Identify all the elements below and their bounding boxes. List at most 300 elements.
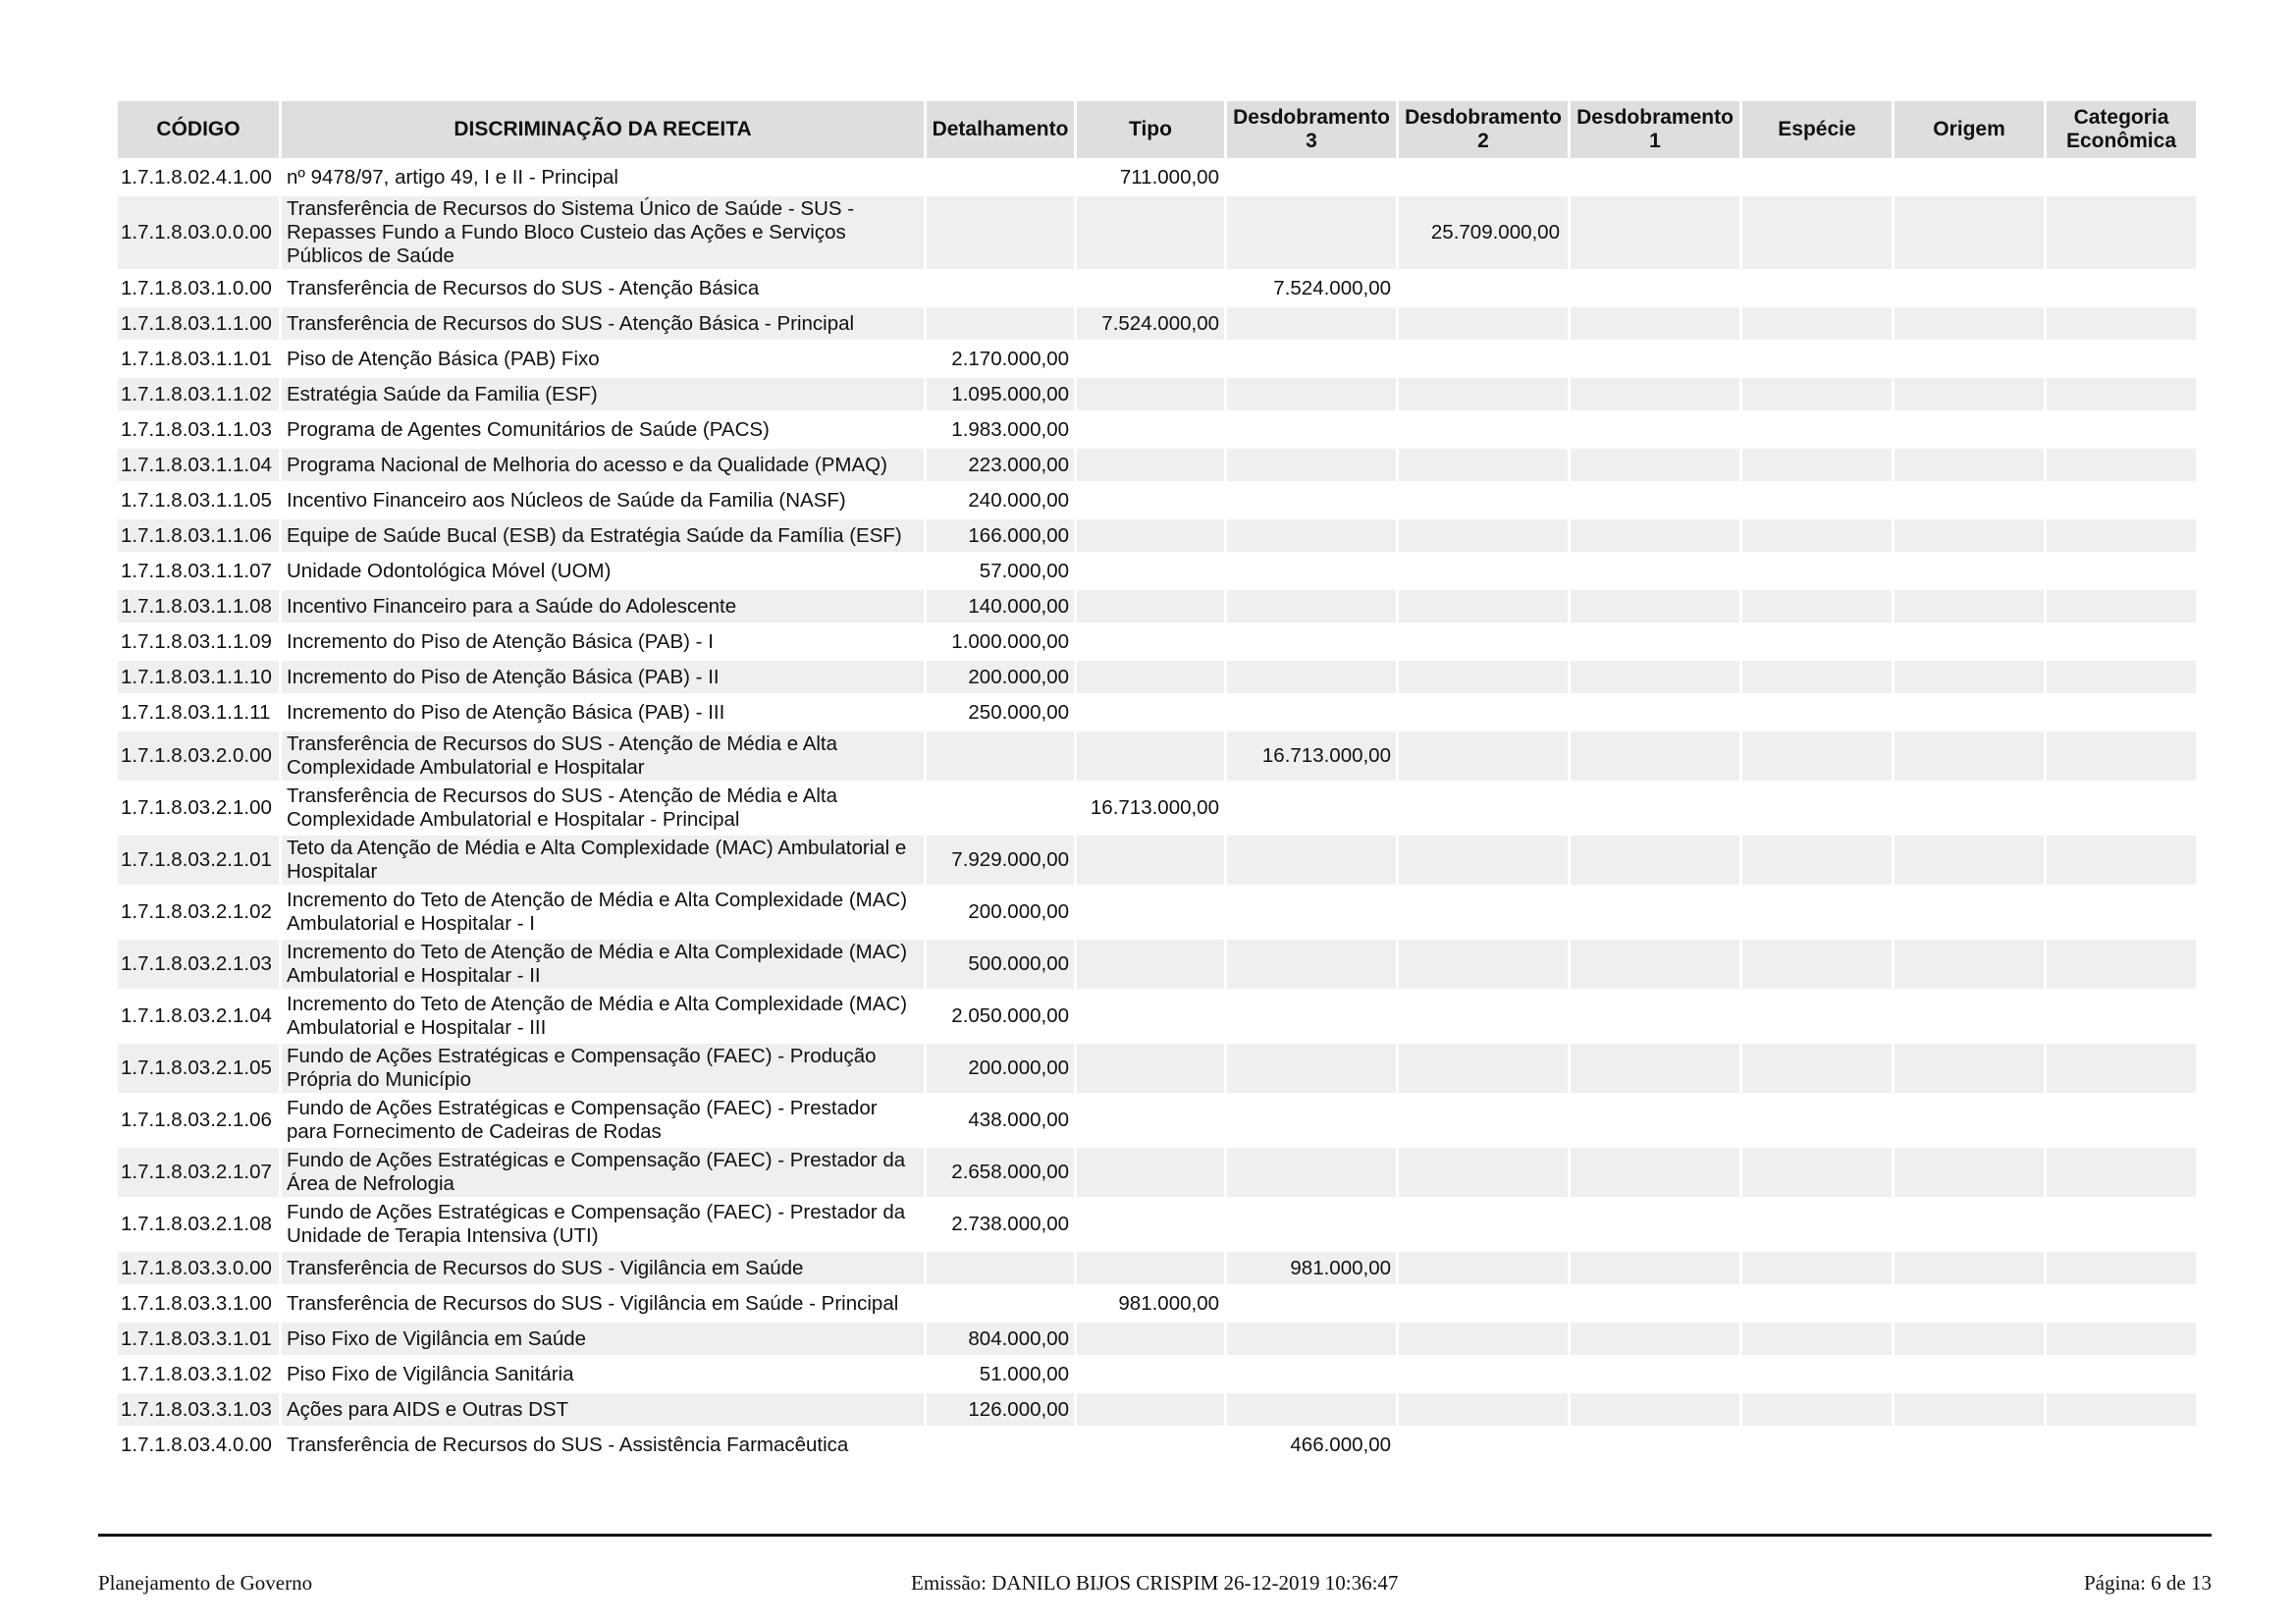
footer-divider [98,1534,2212,1537]
cell-codigo: 1.7.1.8.03.0.0.00 [118,196,279,269]
cell-desdobramento-2 [1399,992,1568,1041]
cell-origem [1895,449,2044,481]
cell-desdobramento-3 [1227,836,1396,885]
cell-origem [1895,940,2044,989]
table-row [118,196,2196,269]
cell-desdobramento-3 [1227,484,1396,516]
cell-desdobramento-1 [1571,449,1739,481]
cell-origem [1895,378,2044,410]
table-row [118,940,2196,989]
cell-tipo [1077,836,1224,885]
cell-discriminacao: Programa Nacional de Melhoria do acesso e da Qualidade (PMAQ) [282,449,924,481]
cell-codigo: 1.7.1.8.03.2.1.01 [118,836,279,885]
cell-tipo [1077,1358,1224,1390]
cell-discriminacao: Transferência de Recursos do Sistema Único de Saúde - SUS - Repasses Fundo a Fundo Bloco Custeio das Ações e Serviços Públicos de Saúde [282,196,924,269]
cell-tipo [1077,1200,1224,1249]
cell-codigo: 1.7.1.8.03.2.1.06 [118,1096,279,1145]
cell-tipo [1077,992,1224,1041]
cell-desdobramento-1 [1571,1429,1739,1461]
cell-tipo [1077,1096,1224,1145]
cell-desdobramento-3 [1227,940,1396,989]
cell-detalhamento: 7.929.000,00 [927,836,1074,885]
cell-desdobramento-3 [1227,343,1396,375]
cell-codigo: 1.7.1.8.03.3.1.00 [118,1287,279,1320]
cell-desdobramento-1 [1571,413,1739,446]
cell-tipo [1077,1148,1224,1197]
cell-origem [1895,196,2044,269]
table-row [118,836,2196,885]
cell-codigo: 1.7.1.8.03.1.1.08 [118,590,279,623]
cell-especie [1742,992,1892,1041]
cell-desdobramento-2 [1399,590,1568,623]
cell-origem [1895,784,2044,833]
header-desdobramento-2: Desdobramento 2 [1399,101,1568,158]
cell-discriminacao: Transferência de Recursos do SUS - Vigilância em Saúde [282,1252,924,1284]
cell-especie [1742,1148,1892,1197]
cell-categoria-economica [2047,519,2196,552]
cell-categoria-economica [2047,1358,2196,1390]
cell-detalhamento: 223.000,00 [927,449,1074,481]
cell-origem [1895,1252,2044,1284]
cell-desdobramento-3 [1227,161,1396,193]
cell-tipo [1077,484,1224,516]
cell-desdobramento-3: 466.000,00 [1227,1429,1396,1461]
footer-page-number: Página: 6 de 13 [2083,1571,2212,1595]
cell-desdobramento-3 [1227,378,1396,410]
cell-origem [1895,992,2044,1041]
revenue-table-container [115,98,2193,1464]
cell-categoria-economica [2047,940,2196,989]
cell-categoria-economica [2047,590,2196,623]
cell-codigo: 1.7.1.8.02.4.1.00 [118,161,279,193]
cell-categoria-economica [2047,413,2196,446]
cell-origem [1895,413,2044,446]
cell-especie [1742,590,1892,623]
cell-tipo [1077,378,1224,410]
cell-especie [1742,625,1892,658]
header-desdobramento-1: Desdobramento 1 [1571,101,1739,158]
table-row [118,1096,2196,1145]
cell-desdobramento-1 [1571,661,1739,693]
cell-desdobramento-3 [1227,696,1396,729]
cell-origem [1895,836,2044,885]
cell-detalhamento: 438.000,00 [927,1096,1074,1145]
table-row [118,625,2196,658]
cell-desdobramento-3 [1227,413,1396,446]
cell-origem [1895,307,2044,340]
table-row [118,1252,2196,1284]
cell-discriminacao: Transferência de Recursos do SUS - Atenção de Média e Alta Complexidade Ambulatorial e Hospitalar - Principal [282,784,924,833]
cell-desdobramento-2 [1399,1096,1568,1145]
cell-categoria-economica [2047,1323,2196,1355]
header-codigo: CÓDIGO [118,101,279,158]
cell-detalhamento [927,307,1074,340]
table-row [118,661,2196,693]
cell-discriminacao: Incremento do Teto de Atenção de Média e Alta Complexidade (MAC) Ambulatorial e Hospitalar - II [282,940,924,989]
cell-especie [1742,1096,1892,1145]
cell-discriminacao: Transferência de Recursos do SUS - Atenção Básica - Principal [282,307,924,340]
header-tipo: Tipo [1077,101,1224,158]
cell-desdobramento-2 [1399,449,1568,481]
cell-detalhamento [927,1287,1074,1320]
header-especie: Espécie [1742,101,1892,158]
cell-discriminacao: nº 9478/97, artigo 49, I e II - Principal [282,161,924,193]
cell-detalhamento: 166.000,00 [927,519,1074,552]
cell-tipo: 711.000,00 [1077,161,1224,193]
table-row [118,161,2196,193]
table-row [118,1358,2196,1390]
cell-codigo: 1.7.1.8.03.2.1.07 [118,1148,279,1197]
cell-desdobramento-3 [1227,590,1396,623]
cell-origem [1895,555,2044,587]
cell-detalhamento: 2.050.000,00 [927,992,1074,1041]
cell-desdobramento-2 [1399,888,1568,937]
cell-desdobramento-2 [1399,413,1568,446]
cell-categoria-economica [2047,1393,2196,1426]
cell-origem [1895,888,2044,937]
cell-especie [1742,378,1892,410]
cell-desdobramento-2 [1399,519,1568,552]
cell-desdobramento-1 [1571,590,1739,623]
cell-origem [1895,484,2044,516]
cell-detalhamento: 51.000,00 [927,1358,1074,1390]
cell-desdobramento-3 [1227,519,1396,552]
cell-especie [1742,196,1892,269]
cell-categoria-economica [2047,731,2196,781]
cell-desdobramento-3: 981.000,00 [1227,1252,1396,1284]
cell-desdobramento-3 [1227,888,1396,937]
cell-categoria-economica [2047,196,2196,269]
cell-origem [1895,1044,2044,1093]
table-row [118,413,2196,446]
cell-desdobramento-3 [1227,1323,1396,1355]
cell-tipo [1077,555,1224,587]
cell-desdobramento-2 [1399,1200,1568,1249]
cell-detalhamento [927,1252,1074,1284]
cell-tipo [1077,940,1224,989]
table-row [118,1148,2196,1197]
cell-especie [1742,731,1892,781]
cell-tipo [1077,1252,1224,1284]
cell-tipo [1077,696,1224,729]
cell-detalhamento: 57.000,00 [927,555,1074,587]
cell-especie [1742,940,1892,989]
cell-especie [1742,272,1892,304]
cell-desdobramento-1 [1571,378,1739,410]
cell-discriminacao: Fundo de Ações Estratégicas e Compensação (FAEC) - Prestador da Área de Nefrologia [282,1148,924,1197]
cell-desdobramento-3 [1227,1358,1396,1390]
cell-tipo [1077,1429,1224,1461]
table-row [118,449,2196,481]
cell-tipo [1077,449,1224,481]
cell-discriminacao: Programa de Agentes Comunitários de Saúde (PACS) [282,413,924,446]
cell-desdobramento-3: 7.524.000,00 [1227,272,1396,304]
cell-categoria-economica [2047,1429,2196,1461]
cell-desdobramento-2 [1399,1252,1568,1284]
cell-origem [1895,1148,2044,1197]
cell-codigo: 1.7.1.8.03.1.1.04 [118,449,279,481]
cell-origem [1895,731,2044,781]
cell-discriminacao: Piso Fixo de Vigilância Sanitária [282,1358,924,1390]
cell-tipo: 16.713.000,00 [1077,784,1224,833]
cell-codigo: 1.7.1.8.03.1.1.03 [118,413,279,446]
table-row [118,888,2196,937]
cell-desdobramento-1 [1571,555,1739,587]
table-row [118,519,2196,552]
cell-discriminacao: Unidade Odontológica Móvel (UOM) [282,555,924,587]
cell-categoria-economica [2047,696,2196,729]
cell-desdobramento-1 [1571,343,1739,375]
cell-origem [1895,1200,2044,1249]
cell-desdobramento-3 [1227,1096,1396,1145]
cell-categoria-economica [2047,1148,2196,1197]
table-row [118,992,2196,1041]
cell-categoria-economica [2047,784,2196,833]
cell-codigo: 1.7.1.8.03.1.1.05 [118,484,279,516]
cell-especie [1742,836,1892,885]
cell-desdobramento-1 [1571,1096,1739,1145]
cell-especie [1742,1287,1892,1320]
cell-especie [1742,1200,1892,1249]
cell-discriminacao: Transferência de Recursos do SUS - Atenção Básica [282,272,924,304]
cell-categoria-economica [2047,378,2196,410]
header-discriminacao: DISCRIMINAÇÃO DA RECEITA [282,101,924,158]
cell-desdobramento-1 [1571,1287,1739,1320]
cell-codigo: 1.7.1.8.03.1.1.07 [118,555,279,587]
cell-desdobramento-1 [1571,1044,1739,1093]
cell-desdobramento-3 [1227,1148,1396,1197]
cell-origem [1895,161,2044,193]
cell-categoria-economica [2047,1252,2196,1284]
cell-detalhamento: 500.000,00 [927,940,1074,989]
cell-desdobramento-1 [1571,731,1739,781]
cell-tipo [1077,590,1224,623]
cell-desdobramento-1 [1571,272,1739,304]
cell-detalhamento: 200.000,00 [927,888,1074,937]
cell-especie [1742,519,1892,552]
cell-desdobramento-1 [1571,1252,1739,1284]
cell-detalhamento: 140.000,00 [927,590,1074,623]
cell-detalhamento: 2.658.000,00 [927,1148,1074,1197]
cell-desdobramento-3 [1227,784,1396,833]
header-categoria-economica: Categoria Econômica [2047,101,2196,158]
cell-origem [1895,1096,2044,1145]
cell-detalhamento: 2.170.000,00 [927,343,1074,375]
cell-origem [1895,696,2044,729]
cell-categoria-economica [2047,836,2196,885]
cell-origem [1895,343,2044,375]
cell-desdobramento-2 [1399,661,1568,693]
cell-desdobramento-1 [1571,1200,1739,1249]
cell-desdobramento-1 [1571,836,1739,885]
cell-especie [1742,661,1892,693]
cell-codigo: 1.7.1.8.03.1.1.00 [118,307,279,340]
cell-desdobramento-3 [1227,1287,1396,1320]
cell-tipo [1077,196,1224,269]
cell-desdobramento-1 [1571,888,1739,937]
cell-especie [1742,888,1892,937]
cell-desdobramento-2 [1399,1148,1568,1197]
cell-codigo: 1.7.1.8.03.1.1.06 [118,519,279,552]
cell-desdobramento-1 [1571,992,1739,1041]
cell-detalhamento [927,784,1074,833]
cell-detalhamento [927,1429,1074,1461]
cell-codigo: 1.7.1.8.03.2.1.03 [118,940,279,989]
cell-discriminacao: Incremento do Teto de Atenção de Média e Alta Complexidade (MAC) Ambulatorial e Hospitalar - III [282,992,924,1041]
cell-discriminacao: Transferência de Recursos do SUS - Assistência Farmacêutica [282,1429,924,1461]
cell-desdobramento-3 [1227,625,1396,658]
cell-codigo: 1.7.1.8.03.4.0.00 [118,1429,279,1461]
cell-codigo: 1.7.1.8.03.2.1.00 [118,784,279,833]
cell-categoria-economica [2047,272,2196,304]
cell-detalhamento [927,161,1074,193]
cell-discriminacao: Fundo de Ações Estratégicas e Compensação (FAEC) - Produção Própria do Município [282,1044,924,1093]
cell-detalhamento: 1.983.000,00 [927,413,1074,446]
cell-detalhamento: 1.000.000,00 [927,625,1074,658]
cell-codigo: 1.7.1.8.03.2.1.08 [118,1200,279,1249]
cell-categoria-economica [2047,1287,2196,1320]
cell-especie [1742,784,1892,833]
cell-categoria-economica [2047,555,2196,587]
cell-discriminacao: Transferência de Recursos do SUS - Vigilância em Saúde - Principal [282,1287,924,1320]
cell-especie [1742,307,1892,340]
cell-codigo: 1.7.1.8.03.1.0.00 [118,272,279,304]
cell-desdobramento-1 [1571,307,1739,340]
cell-desdobramento-3 [1227,555,1396,587]
cell-categoria-economica [2047,343,2196,375]
cell-discriminacao: Incremento do Piso de Atenção Básica (PAB) - III [282,696,924,729]
cell-codigo: 1.7.1.8.03.3.1.03 [118,1393,279,1426]
cell-discriminacao: Piso Fixo de Vigilância em Saúde [282,1323,924,1355]
cell-codigo: 1.7.1.8.03.2.1.02 [118,888,279,937]
cell-codigo: 1.7.1.8.03.1.1.10 [118,661,279,693]
table-row [118,1200,2196,1249]
header-detalhamento: Detalhamento [927,101,1074,158]
cell-discriminacao: Incremento do Piso de Atenção Básica (PAB) - I [282,625,924,658]
cell-codigo: 1.7.1.8.03.2.1.05 [118,1044,279,1093]
header-origem: Origem [1895,101,2044,158]
cell-desdobramento-2 [1399,1044,1568,1093]
cell-codigo: 1.7.1.8.03.1.1.02 [118,378,279,410]
cell-detalhamento: 126.000,00 [927,1393,1074,1426]
cell-desdobramento-2 [1399,555,1568,587]
cell-detalhamento: 2.738.000,00 [927,1200,1074,1249]
table-row [118,1044,2196,1093]
cell-detalhamento [927,731,1074,781]
cell-discriminacao: Fundo de Ações Estratégicas e Compensação (FAEC) - Prestador da Unidade de Terapia Intensiva (UTI) [282,1200,924,1249]
cell-desdobramento-3 [1227,196,1396,269]
cell-especie [1742,1358,1892,1390]
cell-categoria-economica [2047,449,2196,481]
table-row [118,307,2196,340]
cell-discriminacao: Incremento do Piso de Atenção Básica (PAB) - II [282,661,924,693]
cell-desdobramento-2 [1399,378,1568,410]
cell-desdobramento-1 [1571,1323,1739,1355]
cell-categoria-economica [2047,1044,2196,1093]
cell-desdobramento-2 [1399,784,1568,833]
cell-discriminacao: Estratégia Saúde da Familia (ESF) [282,378,924,410]
cell-detalhamento [927,196,1074,269]
cell-categoria-economica [2047,992,2196,1041]
table-row [118,1429,2196,1461]
cell-especie [1742,1393,1892,1426]
cell-tipo [1077,661,1224,693]
cell-especie [1742,696,1892,729]
cell-discriminacao: Fundo de Ações Estratégicas e Compensação (FAEC) - Prestador para Fornecimento de Cadeiras de Rodas [282,1096,924,1145]
cell-origem [1895,519,2044,552]
cell-codigo: 1.7.1.8.03.1.1.09 [118,625,279,658]
table-row [118,1287,2196,1320]
cell-desdobramento-2 [1399,731,1568,781]
revenue-table [115,98,2199,1464]
cell-categoria-economica [2047,1200,2196,1249]
cell-tipo [1077,343,1224,375]
cell-categoria-economica [2047,161,2196,193]
cell-detalhamento: 200.000,00 [927,661,1074,693]
cell-codigo: 1.7.1.8.03.3.0.00 [118,1252,279,1284]
cell-desdobramento-2 [1399,343,1568,375]
cell-desdobramento-2: 25.709.000,00 [1399,196,1568,269]
cell-tipo [1077,888,1224,937]
table-row [118,272,2196,304]
cell-categoria-economica [2047,484,2196,516]
cell-origem [1895,1287,2044,1320]
cell-desdobramento-2 [1399,1358,1568,1390]
table-header-row [118,101,2196,158]
table-row [118,590,2196,623]
cell-desdobramento-1 [1571,1148,1739,1197]
cell-tipo [1077,731,1224,781]
cell-especie [1742,1044,1892,1093]
cell-detalhamento [927,272,1074,304]
cell-origem [1895,661,2044,693]
cell-desdobramento-3 [1227,1393,1396,1426]
cell-especie [1742,161,1892,193]
cell-discriminacao: Ações para AIDS e Outras DST [282,1393,924,1426]
cell-categoria-economica [2047,661,2196,693]
cell-especie [1742,1252,1892,1284]
cell-desdobramento-2 [1399,696,1568,729]
cell-desdobramento-2 [1399,1323,1568,1355]
cell-detalhamento: 804.000,00 [927,1323,1074,1355]
cell-categoria-economica [2047,1096,2196,1145]
table-row [118,1393,2196,1426]
cell-desdobramento-3: 16.713.000,00 [1227,731,1396,781]
cell-codigo: 1.7.1.8.03.3.1.01 [118,1323,279,1355]
cell-codigo: 1.7.1.8.03.1.1.11 [118,696,279,729]
cell-tipo [1077,625,1224,658]
cell-origem [1895,625,2044,658]
cell-codigo: 1.7.1.8.03.2.0.00 [118,731,279,781]
table-row [118,731,2196,781]
cell-categoria-economica [2047,888,2196,937]
cell-desdobramento-1 [1571,484,1739,516]
cell-detalhamento: 200.000,00 [927,1044,1074,1093]
cell-discriminacao: Teto da Atenção de Média e Alta Complexidade (MAC) Ambulatorial e Hospitalar [282,836,924,885]
cell-especie [1742,555,1892,587]
table-row [118,484,2196,516]
cell-desdobramento-2 [1399,161,1568,193]
cell-origem [1895,590,2044,623]
cell-desdobramento-3 [1227,307,1396,340]
cell-codigo: 1.7.1.8.03.3.1.02 [118,1358,279,1390]
cell-desdobramento-3 [1227,992,1396,1041]
cell-especie [1742,1429,1892,1461]
cell-desdobramento-2 [1399,625,1568,658]
cell-tipo [1077,413,1224,446]
cell-especie [1742,343,1892,375]
cell-desdobramento-1 [1571,940,1739,989]
